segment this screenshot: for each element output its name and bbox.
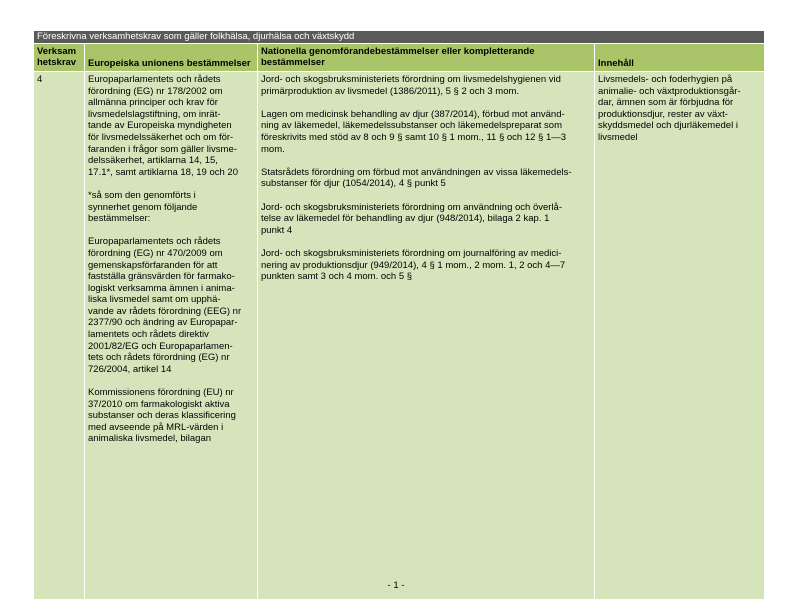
- requirements-table: [34, 31, 764, 599]
- requirement-number: 4: [37, 74, 43, 85]
- national-paragraph: Jord- och skogsbruksministeriets förordning om användning och överlå- telse av läkemedel för behandling av djur (948/2014), bilaga 2 kap. 1 punkt 4: [261, 201, 562, 236]
- eu-provisions-cell: [84, 72, 257, 599]
- eu-paragraph: Europaparlamentets och rådets förordning (EG) nr 470/2009 om gemenskapsförfaranden för att fastställa gränsvärden för farmako- logiskt verksamma ämnen i anima- liska livsmedel samt om upphä- vande av rådets förordning (EEG) nr 2377/90 och ändring av Europapar- lamentets och rådets direktiv 2001/82/EG och Europaparlamen- tets och rådets förordning (EG) nr 726/2004, artikel 14: [88, 236, 242, 375]
- header-national-provisions: [257, 44, 594, 71]
- national-provisions-cell: [257, 72, 594, 599]
- eu-paragraph: Europaparlamentets och rådets förordning (EG) nr 178/2002 om allmänna principer och krav för livsmedelslagstiftning, om inrät- tande av Europeiska myndigheten för livsmedelssäkerhet och om för- faranden i frågor som gäller livsme- delssäkerhet, artiklarna 14, 15, 17.1*, samt artiklarna 18, 19 och 20: [88, 74, 238, 178]
- content-text: Livsmedels- och foderhygien på animalie- och växtproduktionsgår- dar, ämnen som är förbjudna för produktionsdjur, rester av växt- skyddsmedel och djurläkemedel i livsmedel: [598, 74, 741, 143]
- table-row: [34, 72, 764, 599]
- header-col1-label: Verksam hetskrav: [37, 46, 77, 68]
- header-eu-provisions: [84, 44, 257, 71]
- header-requirement-number: [34, 44, 84, 71]
- national-paragraph: Statsrådets förordning om förbud mot användningen av vissa läkemedels- substanser för djur (1054/2014), 4 § punkt 5: [261, 166, 572, 190]
- table-header-row: [34, 44, 764, 71]
- national-paragraph: Lagen om medicinsk behandling av djur (387/2014), förbud mot använd- ning av läkemedel, läkemedelssubstanser och läkemedelspreparat som föreskrivits med stöd av 8 och 9 § samt 10 § 1 mom., 11 § och 12 § 1—3 mom.: [261, 108, 567, 155]
- header-content: [594, 44, 764, 71]
- page-number: - 1 -: [387, 580, 405, 591]
- header-col2-label: Europeiska unionens bestämmelser: [88, 58, 251, 69]
- content-cell: [594, 72, 764, 599]
- national-paragraph: Jord- och skogsbruksministeriets förordning om livsmedelshygienen vid primärproduktion av livsmedel (1386/2011), 5 § 2 och 3 mom.: [261, 74, 561, 97]
- header-col3-label: Nationella genomförandebestämmelser eller kompletterande bestämmelser: [261, 46, 535, 68]
- national-paragraph: Jord- och skogsbruksministeriets förordning om journalföring av medici- nering av produktionsdjur (949/2014), 4 § 1 mom., 2 mom. 1, 2 och 4—7 punkten samt 3 och 4 mom. och 5 §: [261, 247, 566, 283]
- eu-paragraph: Kommissionens förordning (EU) nr 37/2010 om farmakologiskt aktiva substanser och deras klassificering med avseende på MRL-värden i animaliska livsmedel, bilagan: [88, 387, 236, 445]
- eu-paragraph: *så som den genomförts i synnerhet genom följande bestämmelser:: [88, 189, 198, 225]
- header-col4-label: Innehåll: [598, 58, 634, 69]
- table-title: Föreskrivna verksamhetskrav som gäller folkhälsa, djurhälsa och växtskydd: [34, 31, 764, 43]
